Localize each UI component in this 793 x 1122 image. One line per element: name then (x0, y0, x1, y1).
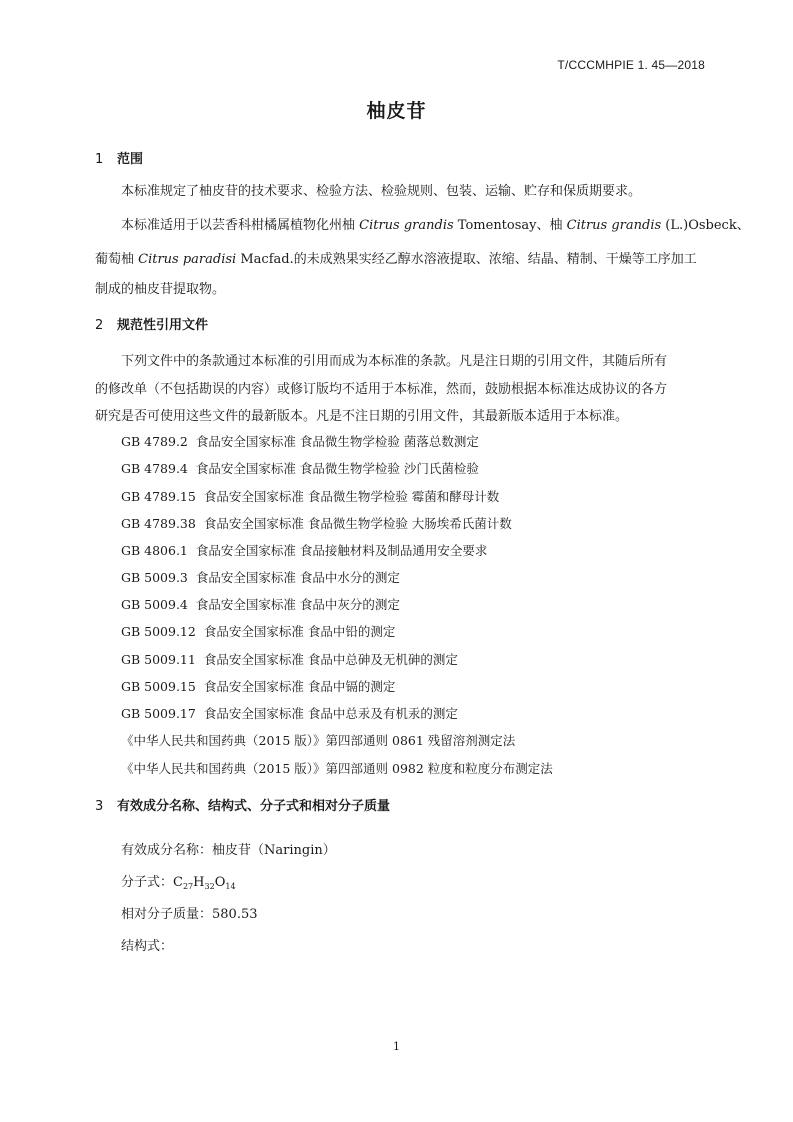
field-label: 分子式： (121, 875, 174, 890)
reference-code: GB 4789.15 (121, 489, 196, 504)
reference-item (121, 677, 395, 695)
reference-item (121, 541, 487, 559)
field-value: 柚皮苷（Naringin） (212, 843, 336, 858)
reference-code: GB 4789.38 (121, 516, 196, 531)
element-symbol: H (193, 875, 205, 890)
scope-paragraph-2-line-1 (121, 214, 750, 233)
reference-title: 食品安全国家标准 食品中总汞及有机汞的测定 (203, 706, 458, 721)
field-label: 相对分子质量： (121, 907, 213, 922)
reference-code: GB 4806.1 (121, 543, 188, 558)
reference-item (121, 487, 499, 505)
page-number: 1 (393, 1040, 400, 1053)
element-symbol: C (173, 875, 183, 890)
normative-intro-line-2: 的修改单（不包括勘误的内容）或修订版均不适用于本标准，然而，鼓励根据本标准达成协议的各方 (95, 382, 668, 397)
component-name (121, 839, 336, 858)
reference-item (121, 568, 400, 586)
section-1-heading (95, 148, 143, 167)
species-name: Citrus paradisi (138, 252, 237, 267)
species-name: Citrus grandis (566, 218, 662, 233)
reference-title: 食品安全国家标准 食品中水分的测定 (195, 570, 400, 585)
section-title: 范围 (117, 152, 144, 167)
reference-code: 《中华人民共和国药典（2015 版）》 (121, 733, 326, 748)
text-run: 本标准适用于以芸香科柑橘属植物化州柚 (121, 218, 360, 233)
reference-code: GB 5009.11 (121, 652, 196, 667)
reference-item (121, 704, 458, 722)
normative-intro-line-1: 下列文件中的条款通过本标准的引用而成为本标准的条款。凡是注日期的引用文件，其随后所有 (121, 354, 668, 369)
reference-title: 食品安全国家标准 食品中总砷及无机砷的测定 (203, 652, 458, 667)
text-run: 葡萄柚 (95, 252, 139, 267)
reference-code: GB 4789.2 (121, 434, 188, 449)
formula-value (173, 875, 236, 890)
reference-title: 食品安全国家标准 食品中铅的测定 (203, 624, 396, 639)
molecular-formula (121, 871, 236, 891)
structure-label: 结构式： (121, 939, 174, 954)
reference-code: GB 5009.4 (121, 597, 188, 612)
document-code: T/CCCMHPIE 1. 45—2018 (557, 58, 705, 72)
field-value: 580.53 (212, 907, 258, 922)
section-title: 规范性引用文件 (117, 318, 209, 333)
field-label: 有效成分名称： (121, 843, 213, 858)
reference-item (121, 432, 479, 450)
section-number: 2 (95, 318, 104, 333)
page-title: 柚皮苷 (366, 100, 427, 122)
reference-title: 食品安全国家标准 食品接触材料及制品通用安全要求 (195, 543, 488, 558)
reference-item (121, 759, 553, 777)
text-run: Tomentosay、柚 (453, 218, 567, 233)
section-number: 1 (95, 152, 104, 167)
reference-code: GB 5009.15 (121, 679, 196, 694)
reference-code: GB 4789.4 (121, 461, 188, 476)
reference-title: 食品安全国家标准 食品微生物学检验 沙门氏菌检验 (195, 461, 479, 476)
reference-item (121, 595, 400, 613)
section-3-heading (95, 795, 390, 814)
reference-code: GB 5009.3 (121, 570, 188, 585)
reference-item (121, 650, 458, 668)
section-number: 3 (95, 799, 104, 814)
element-symbol: O (214, 875, 226, 890)
element-count: 14 (225, 882, 236, 891)
section-title: 有效成分名称、结构式、分子式和相对分子质量 (117, 799, 391, 814)
element-count: 27 (182, 882, 194, 891)
reference-title: 食品安全国家标准 食品微生物学检验 霉菌和酵母计数 (203, 489, 500, 504)
reference-title: 食品安全国家标准 食品中镉的测定 (203, 679, 396, 694)
reference-code: GB 5009.17 (121, 706, 196, 721)
reference-item (121, 514, 512, 532)
normative-intro-line-3: 研究是否可使用这些文件的最新版本。凡是不注日期的引用文件，其最新版本适用于本标准。 (95, 409, 629, 424)
text-run: Macfad.的未成熟果实经乙醇水溶液提取、浓缩、结晶、精制、干燥等工序加工 (236, 252, 697, 267)
reference-code: 《中华人民共和国药典（2015 版）》 (121, 761, 326, 776)
scope-paragraph-2-line-2 (95, 248, 697, 267)
scope-paragraph-2-line-3: 制成的柚皮苷提取物。 (95, 282, 226, 297)
text-run: (L.)Osbeck、 (661, 218, 750, 233)
molecular-mass (121, 903, 258, 922)
reference-title: 食品安全国家标准 食品中灰分的测定 (195, 597, 400, 612)
element-count: 32 (204, 882, 215, 891)
reference-code: GB 5009.12 (121, 624, 196, 639)
species-name: Citrus grandis (359, 218, 454, 233)
reference-title: 食品安全国家标准 食品微生物学检验 大肠埃希氏菌计数 (203, 516, 512, 531)
reference-title: 第四部通则 0861 残留溶剂测定法 (325, 733, 516, 748)
reference-item (121, 622, 395, 640)
reference-item (121, 459, 479, 477)
reference-item (121, 731, 515, 749)
reference-title: 第四部通则 0982 粒度和粒度分布测定法 (325, 761, 553, 776)
section-2-heading (95, 314, 208, 333)
scope-paragraph-1: 本标准规定了柚皮苷的技术要求、检验方法、检验规则、包装、运输、贮存和保质期要求。 (121, 184, 642, 199)
reference-title: 食品安全国家标准 食品微生物学检验 菌落总数测定 (195, 434, 479, 449)
